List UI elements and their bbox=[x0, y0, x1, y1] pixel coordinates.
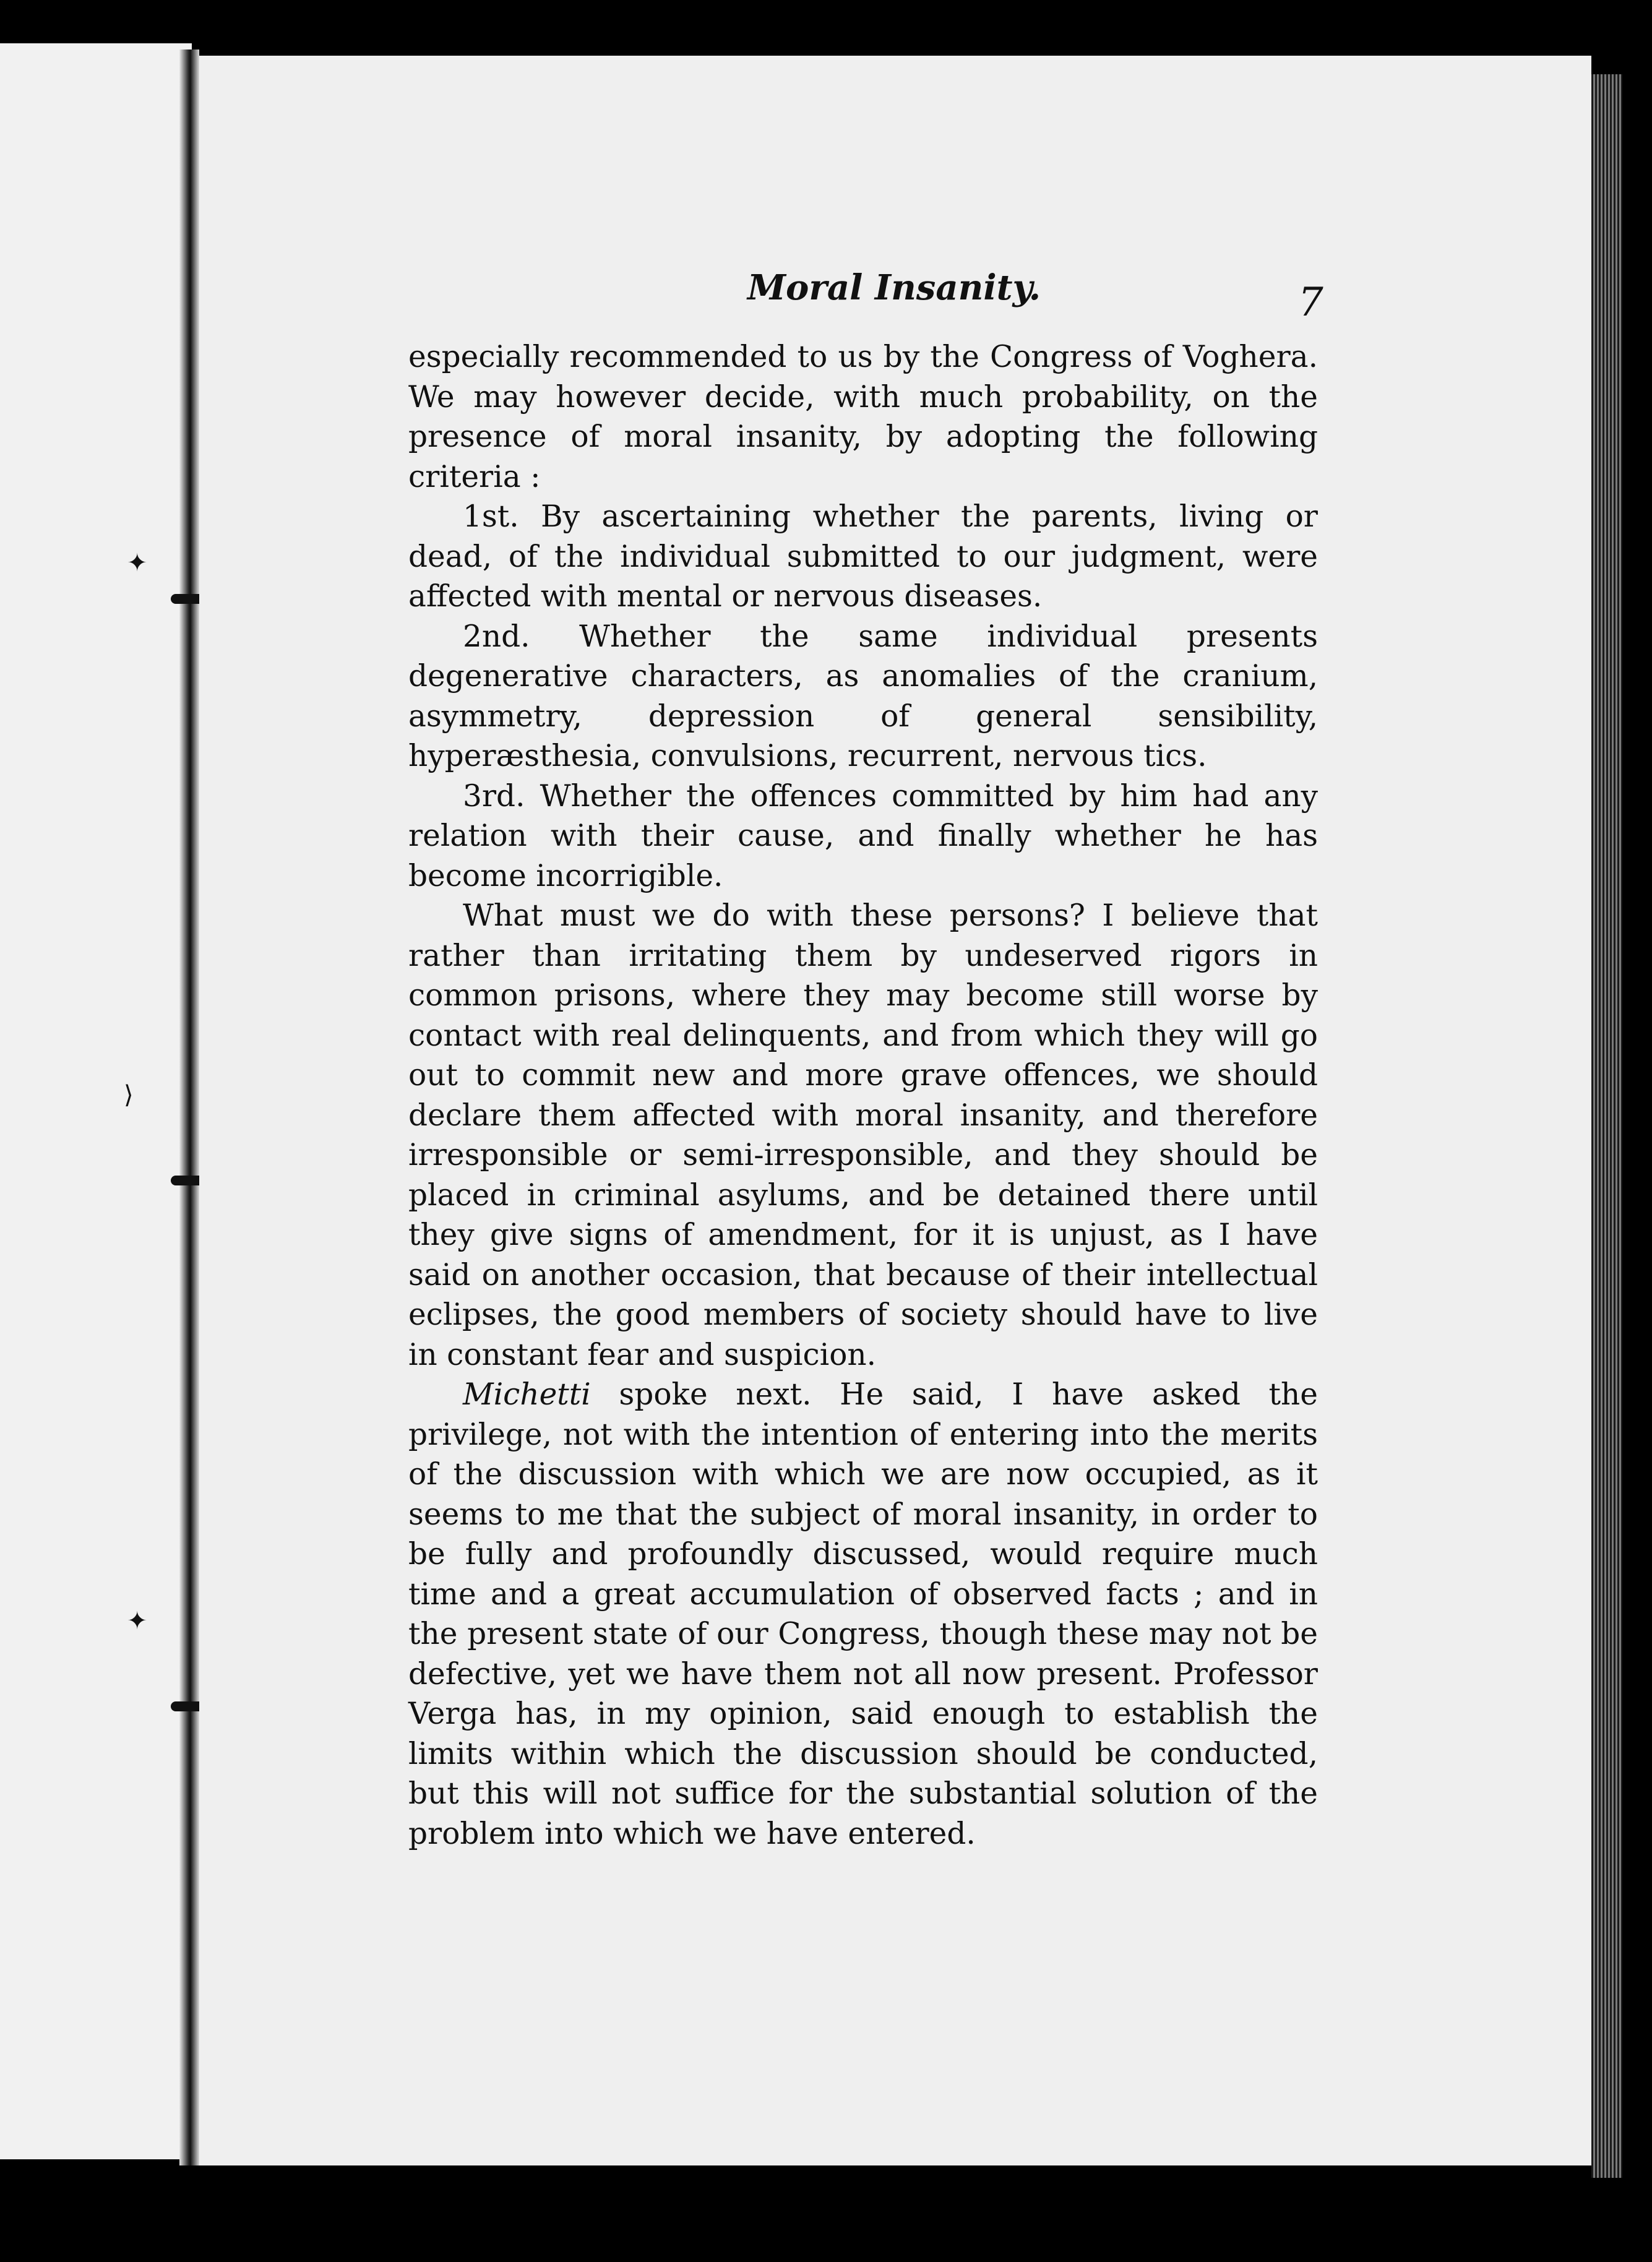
body-text bbox=[408, 337, 1318, 1854]
page-edge-stack bbox=[1591, 74, 1622, 2178]
criterion-third: 3rd. Whether the offences committed by him had any relation with their cause, and finally whether he has become incorrigible. bbox=[408, 778, 1318, 893]
paragraph-michetti bbox=[408, 1375, 1318, 1854]
book-binding bbox=[179, 49, 199, 2165]
paragraph-persons: What must we do with these persons? I believe that rather than irritating them by undeserved rigors in common prisons, where they may become still worse by contact with real delinquents, and from which they will go out to commit new and more grave offences, we should declare them affected with moral insanity, and therefore irresponsible or semi-irresponsible, and they should be placed in criminal asylums, and be detained there until they give signs of amendment, for it is unjust, as I have said on another occasion, that because of their intellectual eclipses, the good members of society should have to live in constant fear and suspicion. bbox=[408, 898, 1318, 1372]
criterion-second: 2nd. Whether the same individual presents degenerative characters, as anomalies of the cranium, asymmetry, depression of general sensibility, hyperæsthesia, convulsions, recurrent, nervous tics. bbox=[408, 619, 1318, 773]
running-header: Moral Insanity. bbox=[747, 267, 1041, 308]
previous-page-margin bbox=[0, 43, 192, 2159]
page-speck: ✦ bbox=[127, 1607, 148, 1635]
paragraph-continued: especially recommended to us by the Congress of Voghera. We may however decide, with much probability, on the presence of moral insanity, by adopting the following criteria : bbox=[408, 340, 1318, 494]
page-number: 7 bbox=[1298, 280, 1323, 325]
page-speck: ✦ bbox=[127, 549, 148, 577]
paragraph-michetti-text: spoke next. He said, I have asked the privilege, not with the intention of entering into the merits of the discussion with which we are now occupied, as it seems to me that the subject of moral insanity, in order to be fully and profoundly discussed, would require much time and a great accumulation of observed facts ; and in the present state of our Congress, though these may not be defective, yet we have them not all now present. Professor Verga has, in my opinion, said enough to establish the limits within which the discussion should be conducted, but this will not suffice for the substantial solution of the problem into which we have entered. bbox=[408, 1377, 1318, 1851]
speaker-name: Michetti bbox=[463, 1377, 591, 1412]
criterion-first: 1st. By ascertaining whether the parents, living or dead, of the individual submitted to our judgment, were affected with mental or nervous diseases. bbox=[408, 499, 1318, 614]
page-speck: ⟩ bbox=[124, 1081, 134, 1109]
